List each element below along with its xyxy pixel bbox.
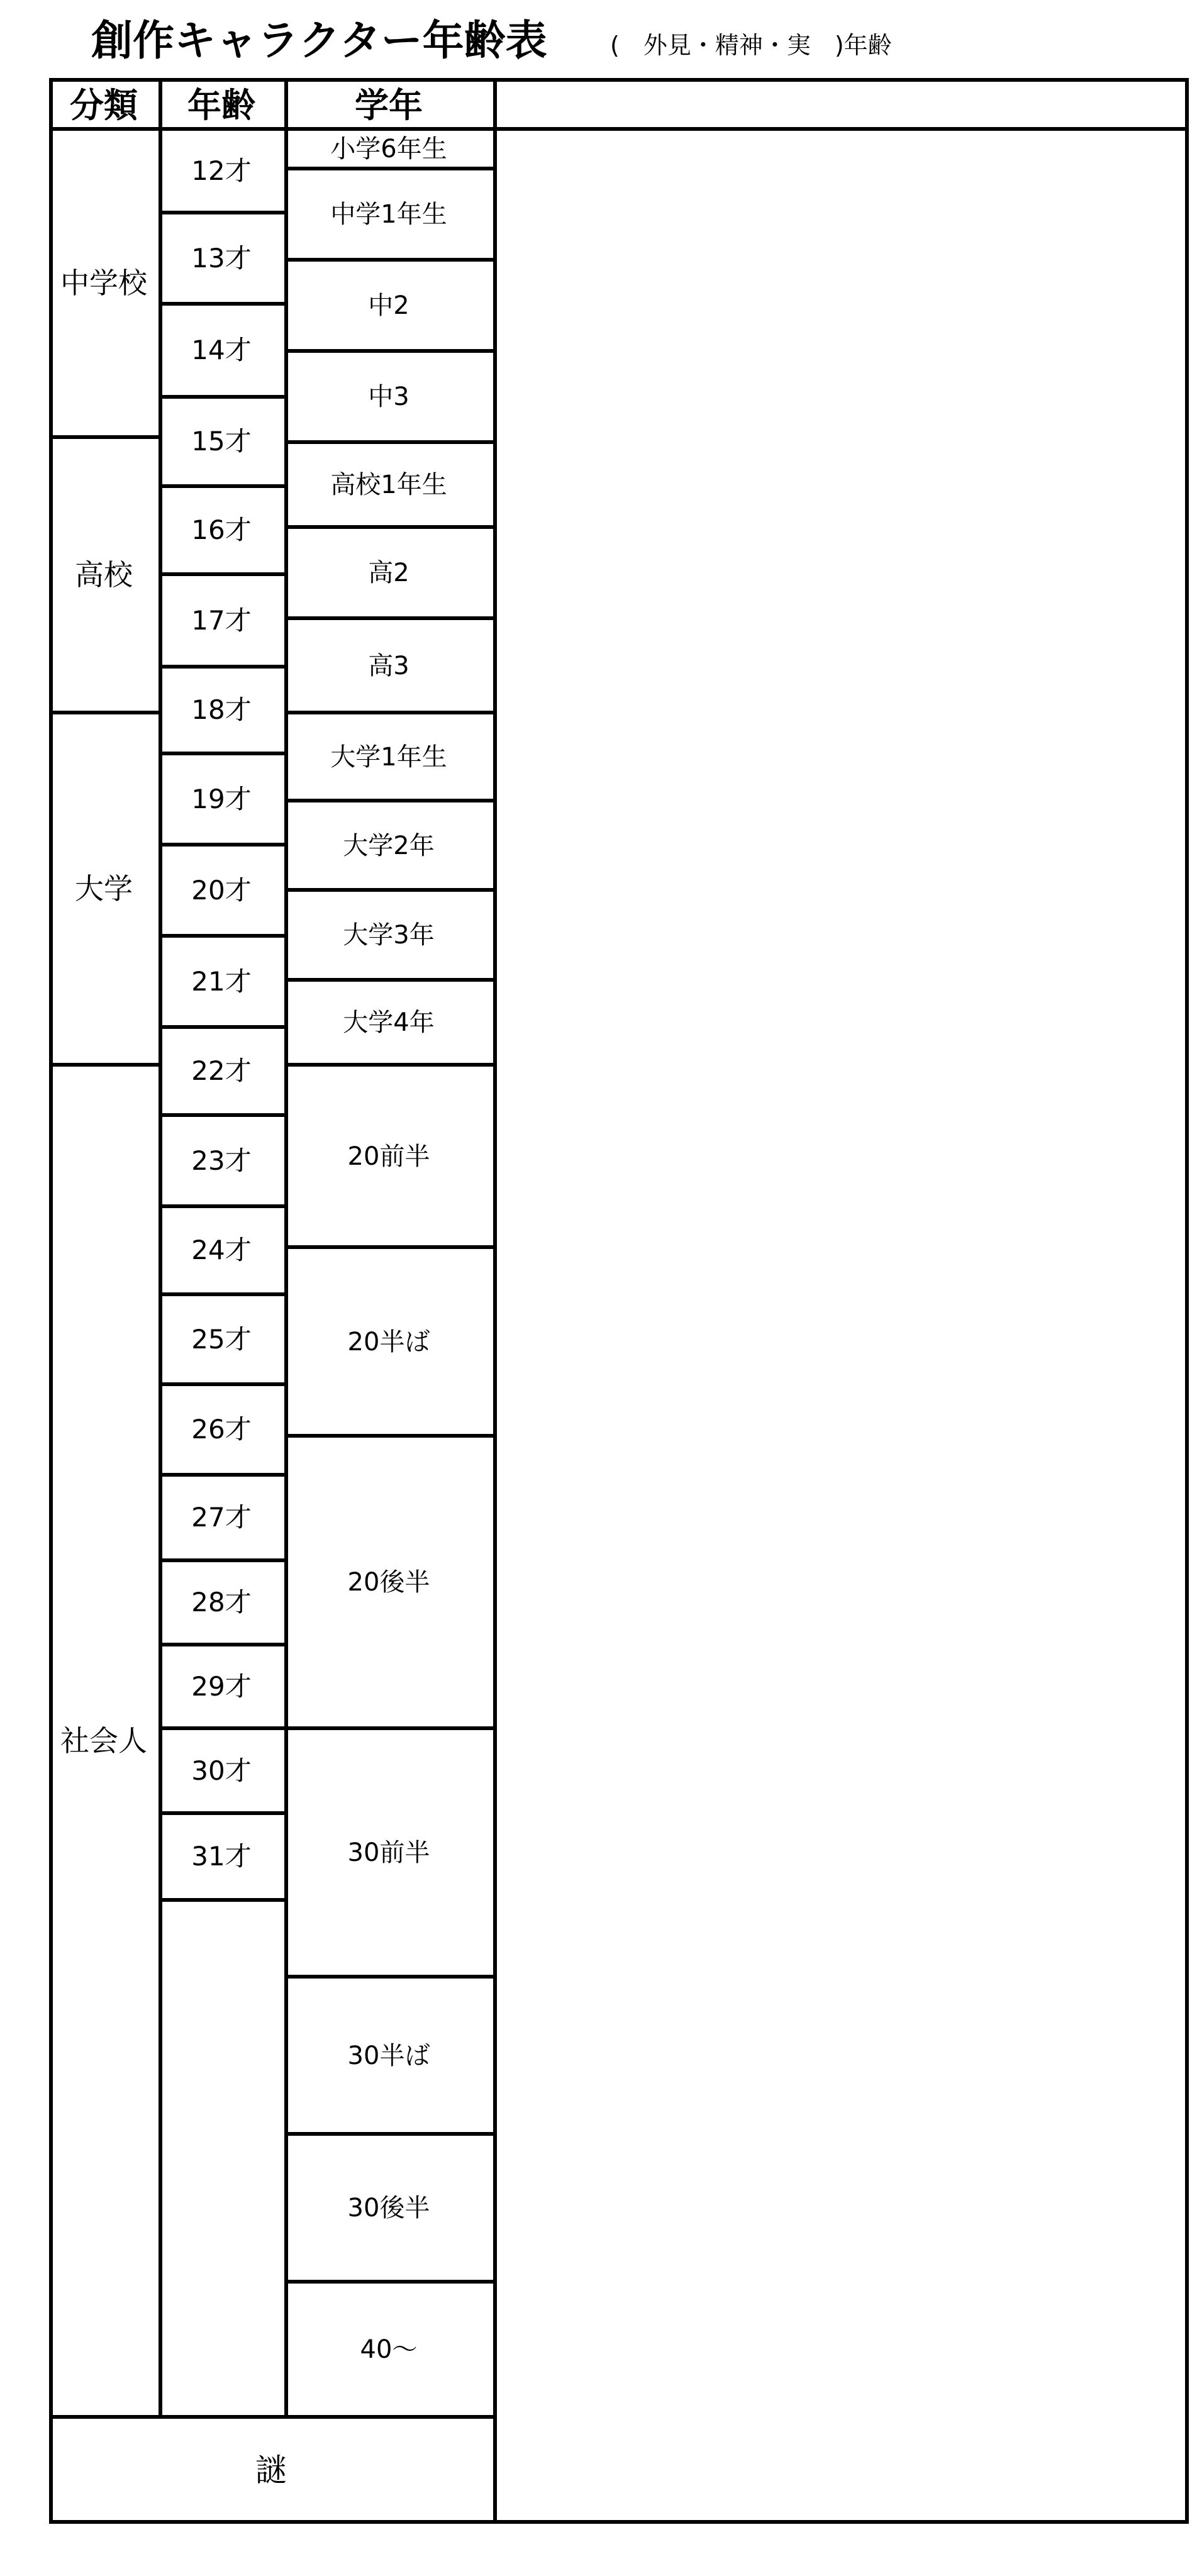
grade-cell: 大学1年生 bbox=[330, 742, 447, 772]
age-cell: 27才 bbox=[191, 1502, 252, 1533]
table-bottom-border bbox=[49, 2520, 1189, 2524]
header-notes bbox=[493, 78, 1185, 127]
age-cell: 16才 bbox=[191, 514, 252, 545]
age-cell: 23才 bbox=[191, 1145, 252, 1176]
header-category: 分類 bbox=[70, 85, 138, 125]
table-right-border bbox=[1185, 78, 1189, 2524]
age-cell: 25才 bbox=[191, 1323, 252, 1355]
header-age: 年齢 bbox=[187, 85, 255, 125]
age-cell: 19才 bbox=[191, 783, 252, 814]
age-cell: 22才 bbox=[191, 1055, 252, 1086]
grade-cell: 20前半 bbox=[347, 1141, 430, 1171]
grade-cell: 30後半 bbox=[347, 2194, 430, 2223]
grade-cell: 小学6年生 bbox=[330, 135, 447, 164]
age-cell: 18才 bbox=[191, 694, 252, 725]
grade-notes-divider bbox=[493, 78, 497, 2520]
page-title: 創作キャラクター年齢表 bbox=[91, 16, 547, 65]
age-cell: 20才 bbox=[191, 874, 252, 906]
notes-writing-area[interactable] bbox=[493, 127, 1185, 2520]
age-cell: 21才 bbox=[191, 965, 252, 997]
grade-cell: 40～ bbox=[360, 2335, 418, 2364]
age-cell: 30才 bbox=[191, 1755, 252, 1786]
category-cell: 社会人 bbox=[60, 1724, 147, 1758]
grade-cell: 20後半 bbox=[347, 1568, 430, 1597]
age-cell: 13才 bbox=[191, 242, 252, 274]
category-cell: 高校 bbox=[75, 558, 133, 592]
age-cell bbox=[159, 1898, 284, 2415]
age-cell: 14才 bbox=[191, 335, 252, 365]
mystery-cell: 謎 bbox=[255, 2451, 287, 2489]
grade-cell: 高2 bbox=[368, 558, 409, 587]
age-cell: 17才 bbox=[191, 604, 252, 636]
age-cell: 29才 bbox=[191, 1670, 252, 1702]
age-cell: 28才 bbox=[191, 1587, 252, 1618]
grade-cell: 30前半 bbox=[347, 1838, 430, 1867]
grade-cell: 20半ば bbox=[347, 1327, 430, 1357]
age-cell: 26才 bbox=[191, 1414, 252, 1445]
grade-cell: 大学2年 bbox=[343, 831, 435, 860]
grade-cell: 30半ば bbox=[347, 2041, 430, 2070]
grade-cell: 中学1年生 bbox=[330, 200, 447, 229]
category-cell: 中学校 bbox=[60, 266, 147, 300]
grade-cell: 高3 bbox=[368, 651, 409, 680]
age-cell: 31才 bbox=[191, 1841, 252, 1872]
grade-cell: 大学4年 bbox=[343, 1008, 435, 1037]
age-cell: 24才 bbox=[191, 1235, 252, 1265]
header-grade: 学年 bbox=[355, 85, 423, 125]
grade-cell: 大学3年 bbox=[343, 921, 435, 950]
age-cell: 15才 bbox=[191, 426, 252, 457]
grade-cell: 高校1年生 bbox=[330, 470, 447, 499]
age-type-subtitle: ( 外見・精神・実 )年齢 bbox=[610, 31, 892, 59]
grade-cell: 中2 bbox=[368, 291, 409, 320]
grade-cell: 中3 bbox=[368, 382, 409, 411]
category-cell: 大学 bbox=[75, 872, 133, 906]
age-cell: 12才 bbox=[191, 155, 252, 186]
